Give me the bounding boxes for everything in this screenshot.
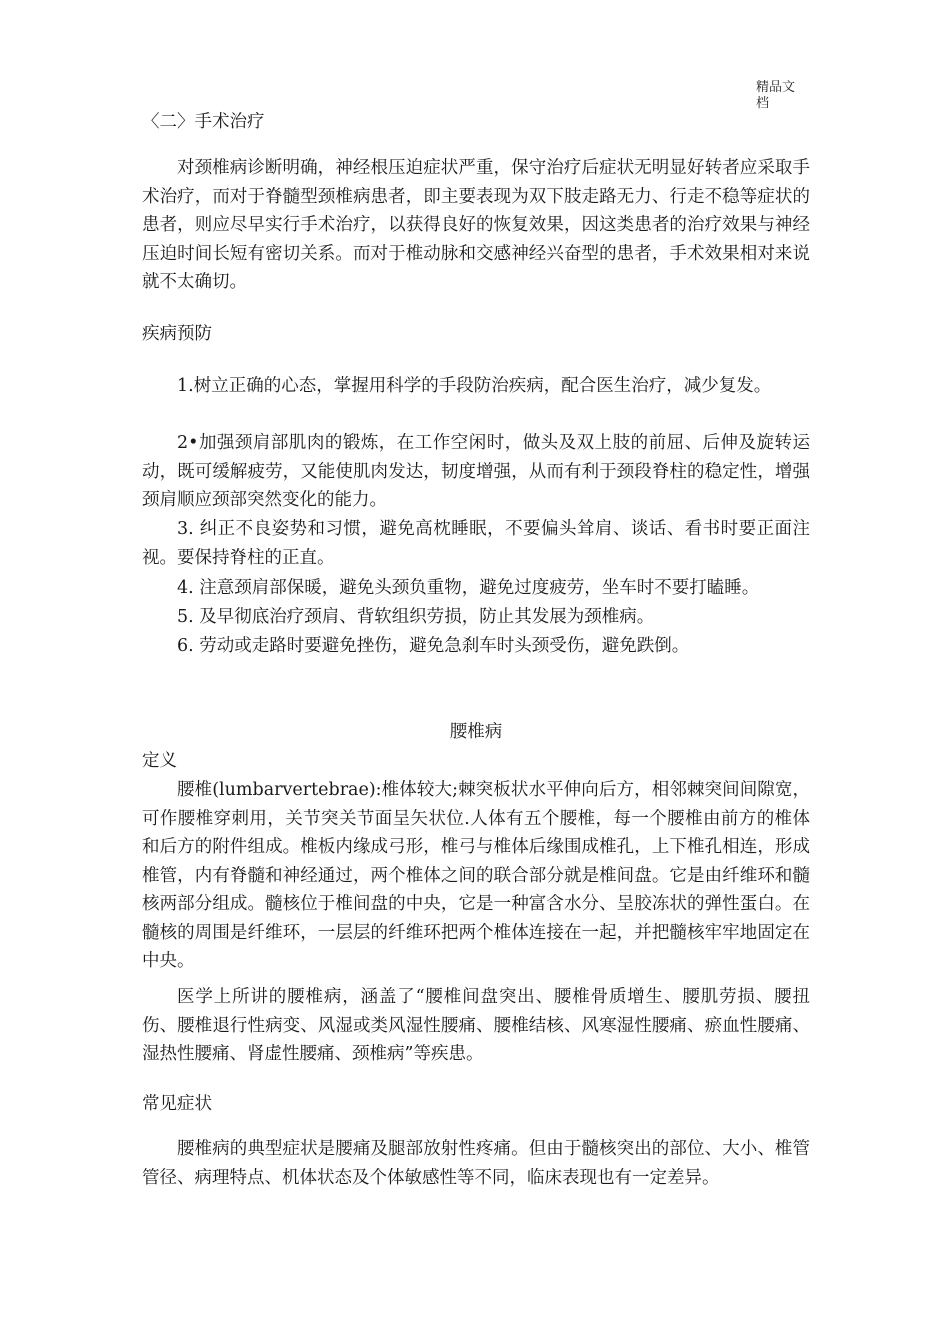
definition-heading: 定义: [142, 751, 177, 771]
prevention-item-3: 3. 纠正不良姿势和习惯，避免高枕睡眠，不要偏头耸肩、谈话、看书时要正面注视。要保持脊柱的正直。: [142, 519, 810, 568]
section-heading-prevention: 疾病预防: [142, 324, 212, 344]
section-heading-surgery: 〈二〉手术治疗: [142, 112, 265, 132]
prevention-item-4: 4. 注意颈肩部保暖，避免头颈负重物，避免过度疲劳，坐车时不要打瞌睡。: [177, 578, 760, 598]
surgery-paragraph: 对颈椎病诊断明确，神经根压迫症状严重，保守治疗后症状无明显好转者应采取手术治疗，而对于脊髓型颈椎病患者，即主要表现为双下肢走路无力、行走不稳等症状的患者，则应尽早实行手术治疗，以获得良好的恢复效果，因这类患者的治疗效果与神经压迫时间长短有密切关系。而对于椎动脉和交感神经兴奋型的患者，手术效果相对来说就不太确切。: [142, 158, 810, 292]
corner-watermark-label: 精品文档: [756, 80, 796, 111]
symptoms-paragraph: 腰椎病的典型症状是腰痛及腿部放射性疼痛。但由于髓核突出的部位、大小、椎管管径、病理特点、机体状态及个体敏感性等不同，临床表现也有一定差异。: [142, 1139, 810, 1188]
lumbar-disease-paragraph: 医学上所讲的腰椎病，涵盖了“腰椎间盘突出、腰椎骨质增生、腰肌劳损、腰扭伤、腰椎退行性病变、风湿或类风湿性腰痛、腰椎结核、风寒湿性腰痛、瘀血性腰痛、湿热性腰痛、肾虚性腰痛、颈椎病”等疾患。: [142, 987, 810, 1064]
lumbar-title: 腰椎病: [449, 722, 503, 742]
prevention-item-5: 5. 及早彻底治疗颈肩、背软组织劳损，防止其发展为颈椎病。: [177, 607, 655, 627]
prevention-item-2: 2•加强颈肩部肌肉的锻炼，在工作空闲时，做头及双上肢的前屈、后伸及旋转运动，既可缓解疲劳，又能使肌肉发达，韧度增强，从而有利于颈段脊柱的稳定性，增强颈肩顺应颈部突然变化的能力。: [142, 433, 810, 510]
definition-paragraph: 腰椎(lumbarvertebrae):椎体较大;棘突板状水平伸向后方，相邻棘突间间隙宽，可作腰椎穿刺用，关节突关节面呈矢状位.人体有五个腰椎，每一个腰椎由前方的椎体和后方的附件组成。椎板内缘成弓形，椎弓与椎体后缘围成椎孔，上下椎孔相连，形成椎管，内有脊髓和神经通过，两个椎体之间的联合部分就是椎间盘。它是由纤维环和髓核两部分组成。髓核位于椎间盘的中央，它是一种富含水分、呈胶冻状的弹性蛋白。在髓核的周围是纤维环，一层层的纤维环把两个椎体连接在一起，并把髓核牢牢地固定在中央。: [142, 780, 810, 971]
prevention-item-1: 1.树立正确的心态，掌握用科学的手段防治疾病，配合医生治疗，减少复发。: [177, 376, 772, 396]
prevention-item-6: 6. 劳动或走路时要避免挫伤，避免急刹车时头颈受伤，避免跌倒。: [177, 636, 690, 656]
symptoms-heading: 常见症状: [142, 1094, 212, 1114]
